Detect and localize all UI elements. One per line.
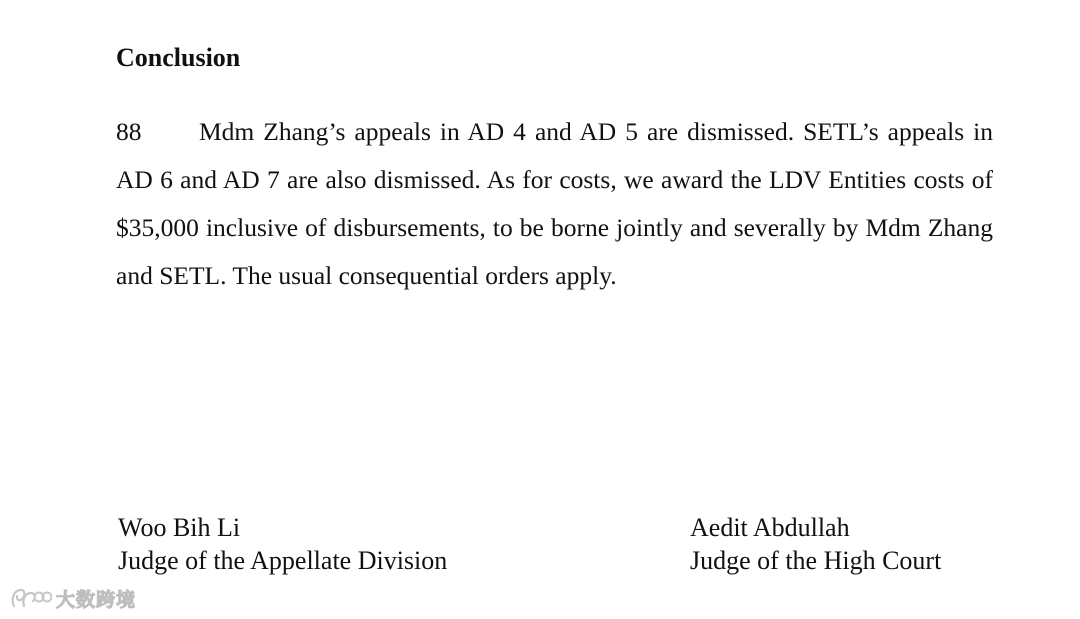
paragraph-number: 88 (116, 117, 142, 146)
section-heading: Conclusion (116, 43, 241, 72)
paragraph-88 (116, 108, 993, 300)
signature-block-right (690, 511, 941, 577)
judge-name-right: Aedit Abdullah (690, 513, 850, 542)
watermark-text: 大数跨境 (56, 589, 137, 611)
judge-title-right: Judge of the High Court (690, 546, 942, 575)
signature-block-left (118, 511, 447, 577)
watermark (10, 585, 136, 612)
judge-title-left: Judge of the Appellate Division (118, 546, 448, 575)
paragraph-text: Mdm Zhang’s appeals in AD 4 and AD 5 are dismissed. SETL’s appeals in AD 6 and AD 7 are also dismissed. As for costs, we award the LDV Entities costs of $35,000 inclusive of disbursements, to be borne jointly and severally by Mdm Zhang and SETL. The usual consequential orders apply. (116, 117, 993, 290)
judge-name-left: Woo Bih Li (118, 513, 241, 542)
brand-logo-icon (10, 586, 52, 612)
